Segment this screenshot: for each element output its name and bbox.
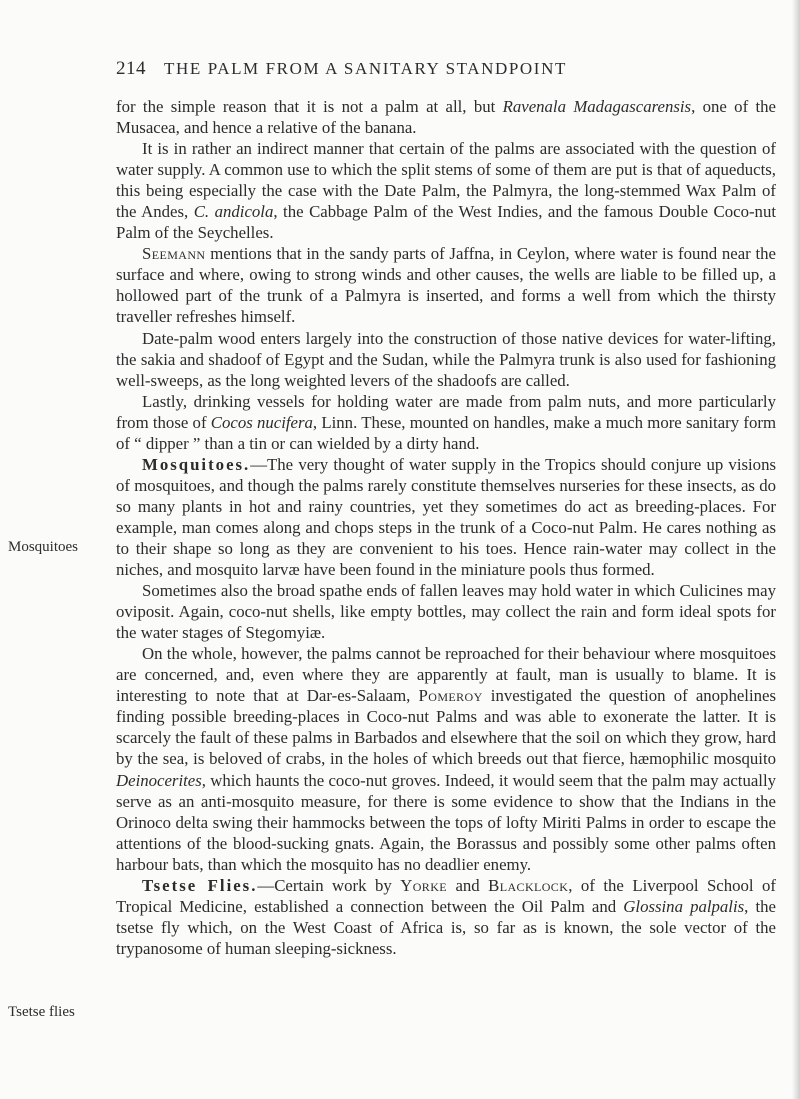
- page-edge-shadow: [792, 0, 800, 1099]
- margin-note-mosquitoes: Mosquitoes: [8, 539, 79, 555]
- paragraph-4: Date-palm wood enters largely into the construction of those native devices for water-lifting, the sakia and shadoof of Egypt and the Sudan, while the Palmyra trunk is also used for fashioning well-sweeps, as the long weighted levers of the shadoofs are called.: [116, 328, 776, 390]
- body-text: [116, 96, 776, 959]
- section-heading-tsetse: Tsetse Flies.: [142, 875, 258, 895]
- taxon-name: Glossina palpalis: [623, 896, 745, 916]
- paragraph-6: Mosquitoes.—The very thought of water supply in the Tropics should conjure up visions of mosquitoes, and though the palms rarely constitute themselves nurseries for these insects, as do so many plants in hot and rainy countries, yet they sometimes do act as breeding-places. For example, man comes along and chops steps in the trunk of a Coco-nut Palm. He cares nothing as to their shape so long as they are convenient to his toes. Hence rain-water may collect in the niches, and mosquito larvæ have been found in the miniature pools thus formed.: [116, 454, 776, 580]
- margin-note-tsetse: Tsetse flies: [8, 1004, 75, 1020]
- taxon-name: Deinocerites: [116, 770, 202, 790]
- author-name: Pomeroy: [418, 686, 483, 706]
- author-name: Seemann: [142, 244, 206, 264]
- running-header: [116, 58, 636, 80]
- section-heading-mosquitoes: Mosquitoes.: [142, 454, 251, 474]
- author-name: Blacklock: [488, 875, 569, 895]
- paragraph-1: for the simple reason that it is not a palm at all, but Ravenala Madagascarensis, one of the Musacea, and hence a relative of the banana.: [116, 97, 776, 138]
- taxon-name: Ravenala Madagascarensis: [502, 97, 692, 116]
- paragraph-3: Seemann mentions that in the sandy parts of Jaffna, in Ceylon, where water is found near the surface and where, owing to strong winds and other causes, the wells are liable to be filled up, a hollowed part of the trunk of a Palmyra is inserted, and forms a well from which the thirsty traveller refreshes himself.: [116, 244, 776, 327]
- author-name: Yorke: [400, 875, 448, 895]
- taxon-name: C. andicola: [193, 202, 274, 222]
- running-title: THE PALM FROM A SANITARY STANDPOINT: [164, 59, 567, 78]
- paragraph-5: Lastly, drinking vessels for holding water are made from palm nuts, and more particularly from those of Cocos nucifera, Linn. These, mounted on handles, make a much more sanitary form of “ dipper ” than a tin or can wielded by a dirty hand.: [116, 391, 777, 453]
- paragraph-2: It is in rather an indirect manner that certain of the palms are associated with the question of water supply. A common use to which the split stems of some of them are put is that of aqueducts, this being especially the case with the Date Palm, the Palmyra, the long-stemmed Wax Palm of the Andes, C. andicola, the Cabbage Palm of the West Indies, and the famous Double Coco-nut Palm of the Seychelles.: [116, 139, 776, 243]
- paragraph-7: Sometimes also the broad spathe ends of fallen leaves may hold water in which Culicines may oviposit. Again, coco-nut shells, like empty bottles, may collect the rain and form ideal spots for the water stages of Stegomyiæ.: [116, 581, 776, 643]
- paragraph-9: Tsetse Flies.—Certain work by Yorke and Blacklock, of the Liverpool School of Tropical Medicine, established a connection between the Oil Palm and Glossina palpalis, the tsetse fly which, on the West Coast of Africa is, so far as is known, the sole vector of the trypanosome of human sleeping-sickness.: [116, 875, 776, 958]
- paragraph-8: On the whole, however, the palms cannot be reproached for their behaviour where mosquitoes are concerned, and, even where they are apparently at fault, man is usually to blame. It is interesting to note that at Dar-es-Salaam, Pomeroy investigated the question of anophelines finding possible breeding-places in Coco-nut Palms and was able to exonerate the latter. It is scarcely the fault of these palms in Barbados and elsewhere that the soil on which they grow, hard by the sea, is beloved of crabs, in the holes of which breeds out that fierce, hæmophilic mosquito Deinocerites, which haunts the coco-nut groves. Indeed, it would seem that the palm may actually serve as an anti-mosquito measure, for there is some evidence to show that the Indians in the Orinoco delta swing their hammocks between the tops of lofty Miriti Palms in order to escape the attentions of the blood-sucking gnats. Again, the Borassus and possibly some other palms often harbour bats, than which the mosquito has no deadlier enemy.: [116, 644, 776, 874]
- page-number: 214: [116, 58, 146, 79]
- taxon-name: Cocos nucifera: [210, 412, 313, 432]
